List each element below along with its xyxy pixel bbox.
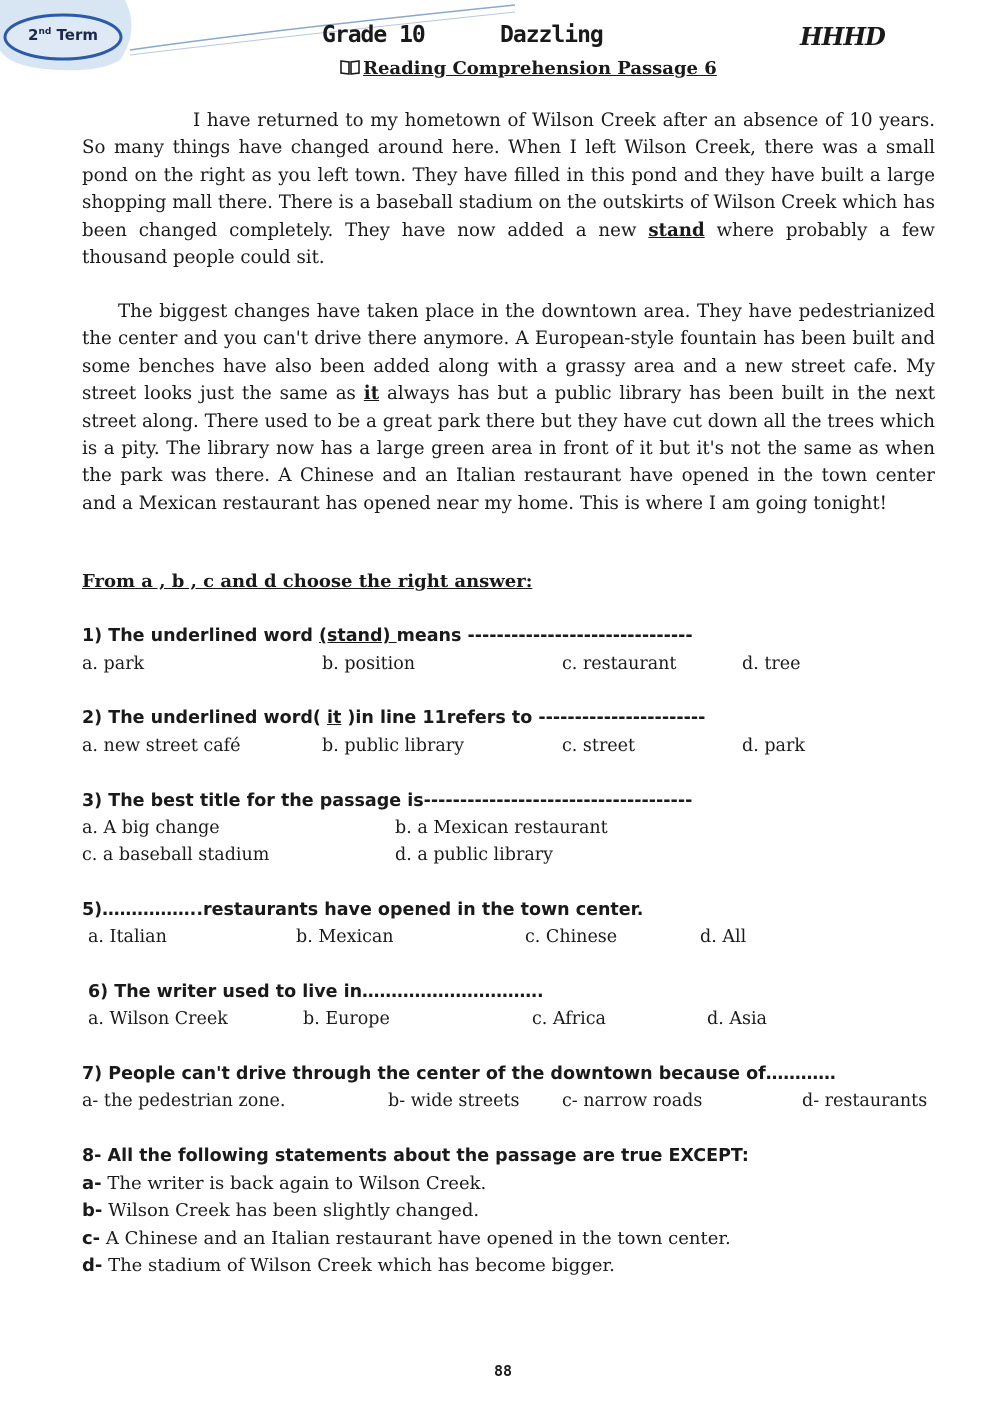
grade-label: Grade 10: [322, 22, 425, 48]
q1-option-a[interactable]: a. park: [82, 654, 145, 674]
q2-option-d[interactable]: d. park: [742, 736, 805, 756]
q8-statement-c[interactable]: c- A Chinese and an Italian restaurant have opened in the town center.: [82, 1228, 731, 1249]
question-8: 8- All the following statements about the passage are true EXCEPT:: [82, 1146, 749, 1166]
q3-option-a[interactable]: a. A big change: [82, 818, 220, 838]
q3-option-c[interactable]: c. a baseball stadium: [82, 845, 270, 865]
q8-statement-b[interactable]: b- Wilson Creek has been slightly changed.: [82, 1200, 480, 1221]
subject-label: Dazzling: [500, 22, 603, 48]
q1-option-b[interactable]: b. position: [322, 654, 416, 674]
question-3: 3) The best title for the passage is-------------------------------------: [82, 791, 693, 811]
passage-paragraph-2: The biggest changes have taken place in the downtown area. They have pedestrianized the center and you can't drive there anymore. A European-style fountain has been built and some benches have also been added along with a grassy area and a new street cafe. My street looks just the same as it always has but a public library has been built in the next street along. There used to be a great park there but they have cut down all the trees which is a pity. The library now has a large green area in front of it but it's not the same as when the park was there. A Chinese and an Italian restaurant have opened in the town center and a Mexican restaurant has opened near my home. This is where I am going tonight!: [82, 301, 936, 514]
q7-option-c[interactable]: c- narrow roads: [562, 1091, 703, 1111]
q7-option-b[interactable]: b- wide streets: [388, 1091, 520, 1111]
q1-option-d[interactable]: d. tree: [742, 654, 801, 674]
q5-option-c[interactable]: c. Chinese: [525, 927, 618, 947]
q3-option-d[interactable]: d. a public library: [395, 845, 554, 865]
q8-statement-d[interactable]: d- The stadium of Wilson Creek which has become bigger.: [82, 1255, 615, 1276]
instructions: From a , b , c and d choose the right answer:: [82, 571, 533, 592]
book-icon: [340, 59, 360, 75]
q8-statement-a[interactable]: a- The writer is back again to Wilson Creek.: [82, 1173, 487, 1194]
underlined-word-it: it: [363, 383, 380, 405]
question-6: 6) The writer used to live in………………………….: [88, 982, 544, 1002]
q5-option-b[interactable]: b. Mexican: [296, 927, 394, 947]
underlined-word-stand: stand: [648, 219, 705, 241]
passage-title: Reading Comprehension Passage 6: [340, 58, 717, 79]
header-swoosh-line: [120, 0, 520, 60]
question-7: 7) People can't drive through the center of the downtown because of…………: [82, 1064, 836, 1084]
q2-option-a[interactable]: a. new street café: [82, 736, 241, 756]
page-number: 88: [494, 1362, 513, 1380]
q3-option-b[interactable]: b. a Mexican restaurant: [395, 818, 608, 838]
question-2: 2) The underlined word( it )in line 11refers to -----------------------: [82, 708, 706, 728]
q2-option-b[interactable]: b. public library: [322, 736, 465, 756]
question-1: 1) The underlined word (stand) means -------------------------------: [82, 626, 693, 646]
q2-option-c[interactable]: c. street: [562, 736, 636, 756]
q5-option-a[interactable]: a. Italian: [88, 927, 167, 947]
q5-option-d[interactable]: d. All: [700, 927, 747, 947]
q6-option-a[interactable]: a. Wilson Creek: [88, 1009, 228, 1029]
q6-option-d[interactable]: d. Asia: [707, 1009, 767, 1029]
passage-paragraph-1: I have returned to my hometown of Wilson Creek after an absence of 10 years. So many things have changed around here. When I left Wilson Creek, there was a small pond on the right as you left town. They have filled in this pond and they have built a large shopping mall there. There is a baseball stadium on the outskirts of Wilson Creek which has been changed completely. They have now added a new stand where probably a few thousand people could sit.: [82, 110, 936, 269]
q1-option-c[interactable]: c. restaurant: [562, 654, 677, 674]
q6-option-c[interactable]: c. Africa: [532, 1009, 606, 1029]
author-signature: HHHD: [800, 22, 885, 51]
question-5: 5)……………..restaurants have opened in the town center.: [82, 900, 644, 920]
q7-option-a[interactable]: a- the pedestrian zone.: [82, 1091, 286, 1111]
q6-option-b[interactable]: b. Europe: [303, 1009, 390, 1029]
q7-option-d[interactable]: d- restaurants: [802, 1091, 928, 1111]
term-label: 2nd Term: [28, 26, 98, 44]
